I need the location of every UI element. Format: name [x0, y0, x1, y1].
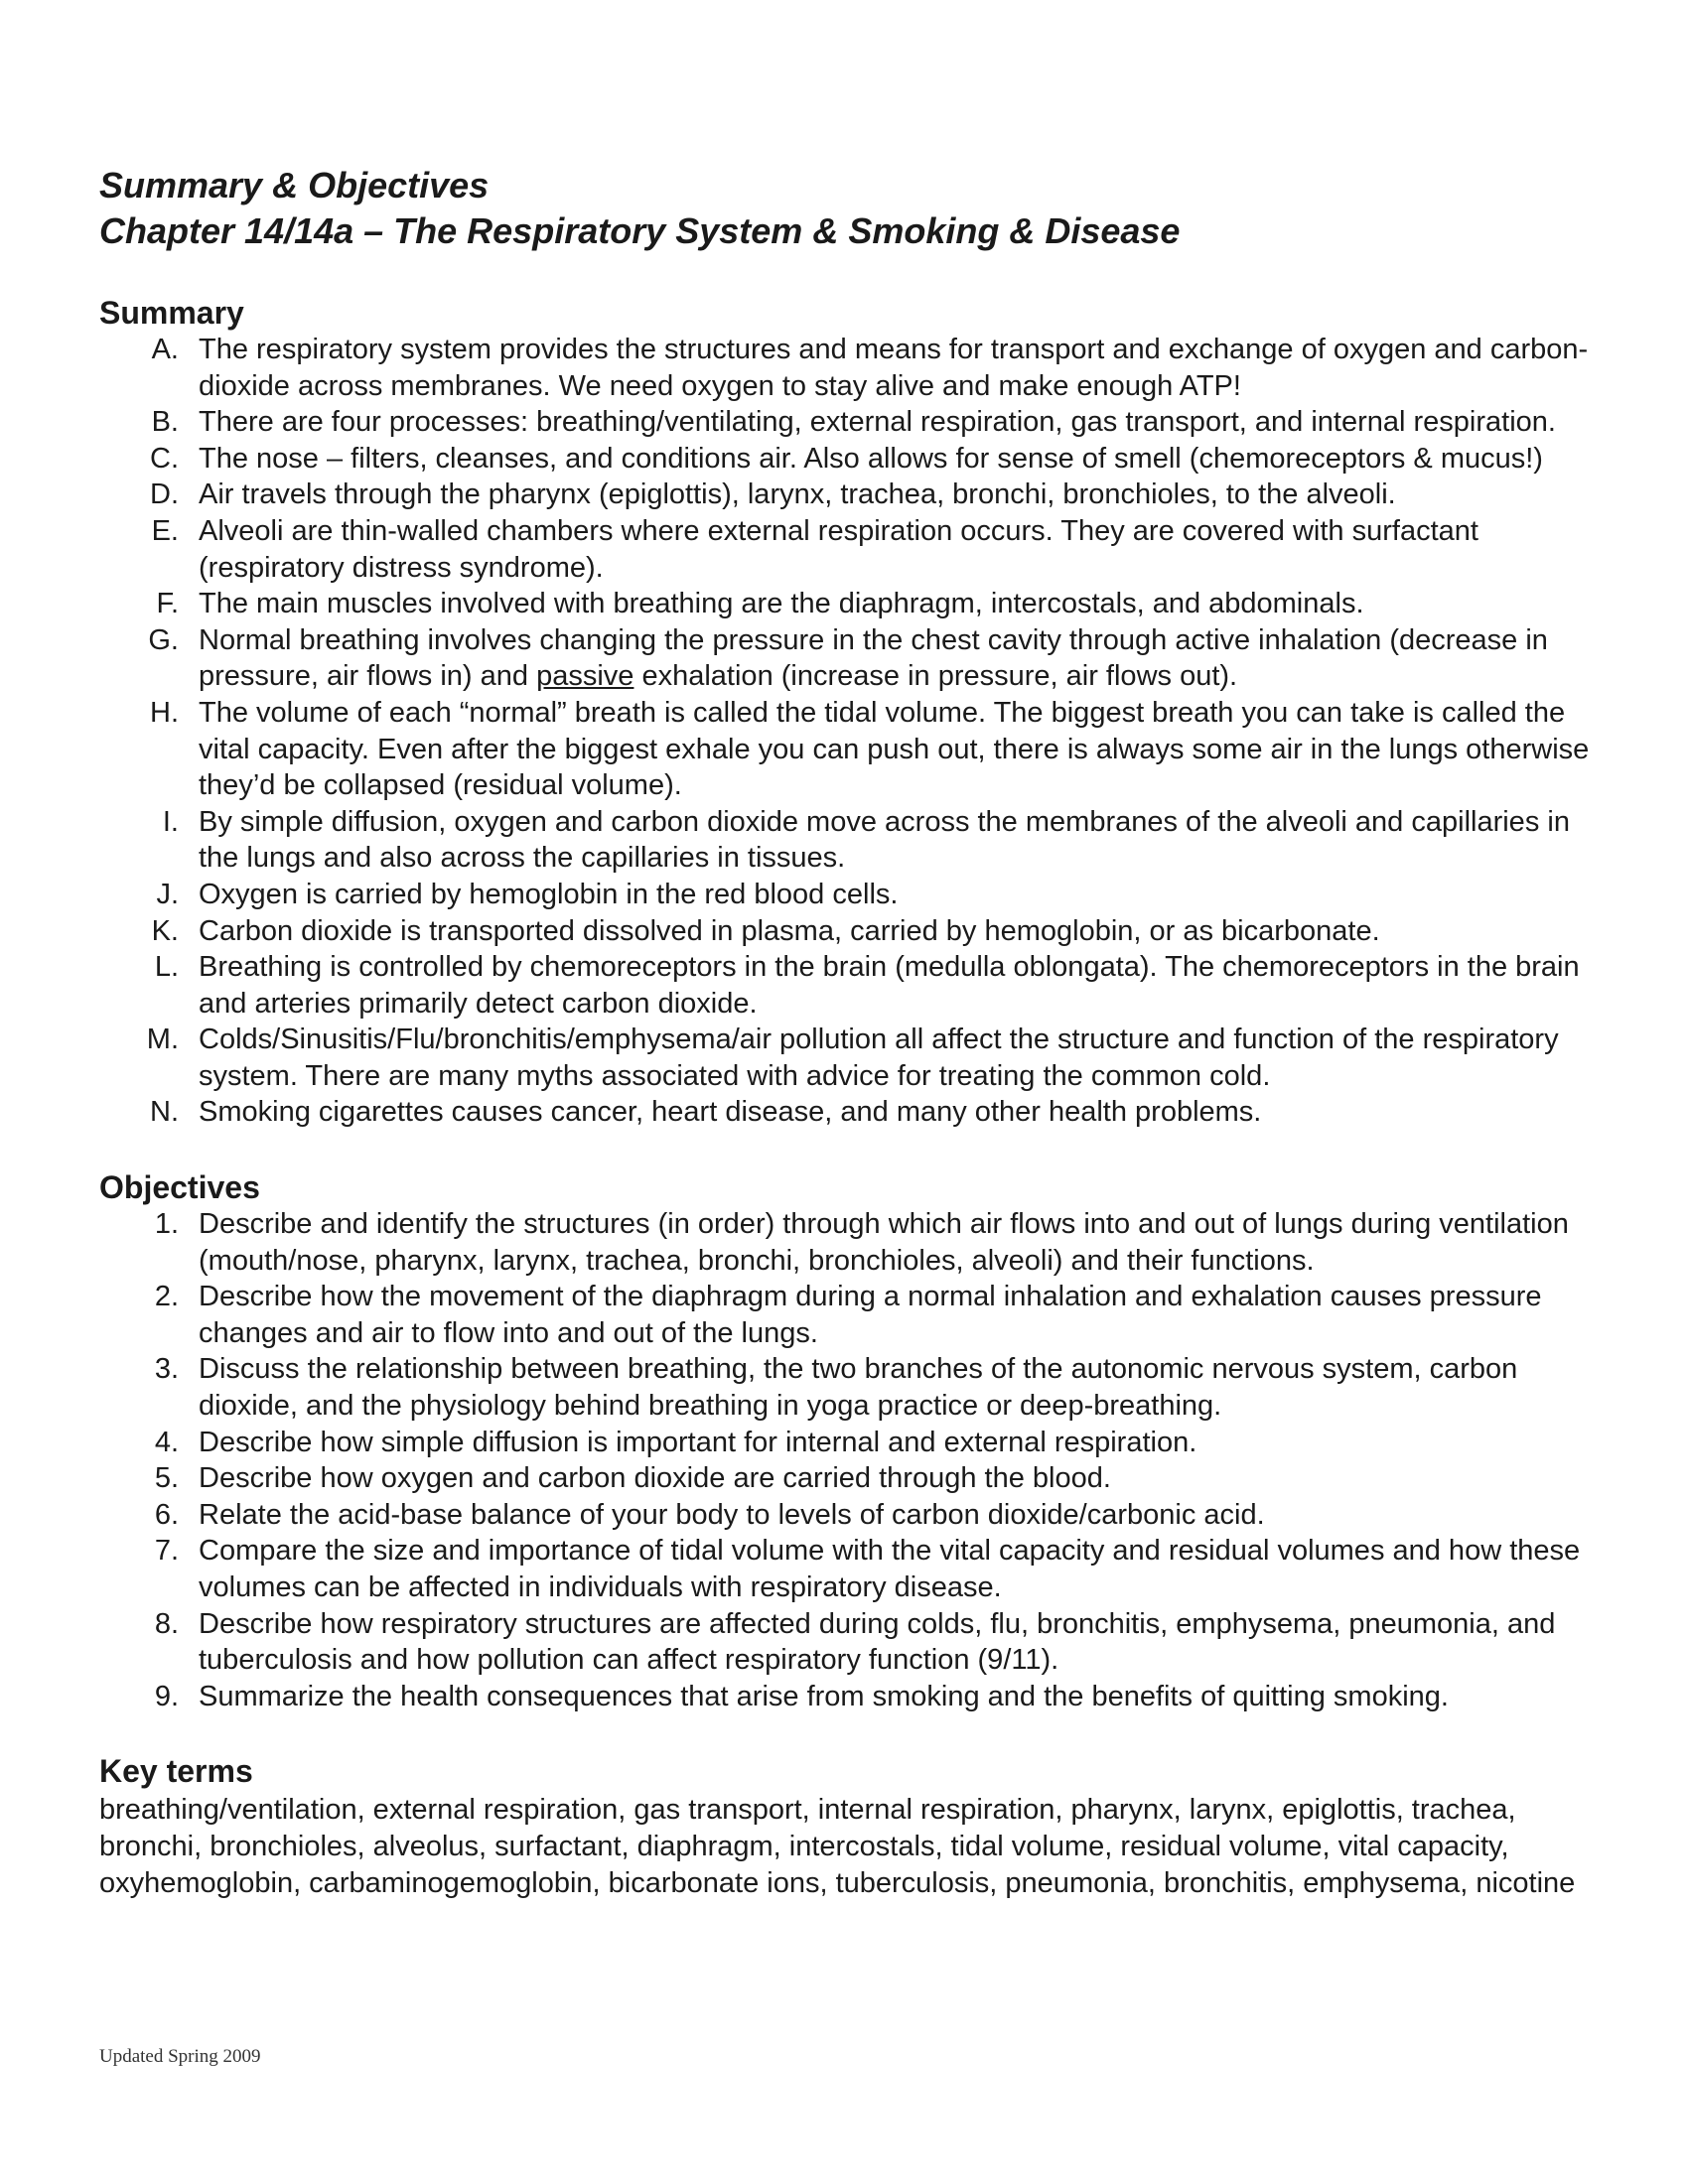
objective-text-4: Describe how simple diffusion is important for internal and external respiration.: [199, 1426, 1197, 1458]
objective-text-6: Relate the acid-base balance of your body to levels of carbon dioxide/carbonic acid.: [199, 1498, 1265, 1531]
summary-item-j: [99, 877, 1594, 913]
summary-marker-c: C.: [150, 442, 179, 475]
summary-text-g-after: exhalation (increase in pressure, air flows out).: [633, 660, 1238, 693]
objective-item-5: [99, 1460, 1594, 1497]
summary-item-c: [99, 441, 1594, 478]
summary-text-m: Colds/Sinusitis/Flu/bronchitis/emphysema/air pollution all affect the structure and function of the respiratory system. There are many myths associated with advice for treating the common cold.: [199, 1024, 1559, 1092]
summary-item-f: [99, 586, 1594, 622]
summary-item-l: [99, 949, 1594, 1022]
objective-marker-8: 8.: [154, 1607, 179, 1640]
objective-item-7: [99, 1533, 1594, 1605]
objective-marker-6: 6.: [154, 1498, 179, 1531]
summary-marker-j: J.: [156, 878, 179, 910]
objective-text-5: Describe how oxygen and carbon dioxide are carried through the blood.: [199, 1462, 1111, 1495]
objective-marker-3: 3.: [154, 1353, 179, 1386]
page-title-line-1: Summary & Objectives: [99, 165, 490, 205]
summary-text-c: The nose – filters, cleanses, and conditions air. Also allows for sense of smell (chemoreceptors & mucus!): [199, 442, 1543, 475]
summary-marker-i: I.: [162, 805, 179, 838]
summary-text-i: By simple diffusion, oxygen and carbon dioxide move across the membranes of the alveoli and capillaries in the lungs and also across the capillaries in tissues.: [199, 805, 1570, 875]
summary-marker-m: M.: [146, 1024, 179, 1056]
summary-text-b: There are four processes: breathing/ventilating, external respiration, gas transport, and internal respiration.: [199, 406, 1556, 439]
summary-item-b: [99, 404, 1594, 441]
summary-item-g: [99, 622, 1594, 695]
summary-marker-h: H.: [150, 696, 179, 729]
objective-item-2: [99, 1279, 1594, 1351]
summary-text-f: The main muscles involved with breathing are the diaphragm, intercostals, and abdominals.: [199, 588, 1364, 620]
summary-marker-n: N.: [150, 1096, 179, 1129]
summary-text-k: Carbon dioxide is transported dissolved in plasma, carried by hemoglobin, or as bicarbonate.: [199, 914, 1380, 947]
objective-marker-2: 2.: [154, 1281, 179, 1313]
summary-text-g-before: Normal breathing involves changing the pressure in the chest cavity through active inhalation (decrease in pressure, air flows in) and: [199, 623, 1548, 693]
summary-marker-a: A.: [151, 334, 179, 365]
summary-marker-b: B.: [151, 406, 179, 439]
objective-marker-7: 7.: [154, 1535, 179, 1568]
key-terms-heading: Key terms: [99, 1753, 253, 1790]
summary-marker-k: K.: [151, 914, 179, 947]
objective-marker-1: 1.: [154, 1208, 179, 1241]
summary-heading: Summary: [99, 295, 244, 331]
objective-text-3: Discuss the relationship between breathing, the two branches of the autonomic nervous system, carbon dioxide, and the physiology behind breathing in yoga practice or deep-breathing.: [199, 1353, 1518, 1423]
summary-marker-e: E.: [151, 514, 179, 547]
objective-text-7: Compare the size and importance of tidal volume with the vital capacity and residual volumes and how these volumes can be affected in individuals with respiratory disease.: [199, 1535, 1581, 1603]
objective-text-9: Summarize the health consequences that arise from smoking and the benefits of quitting smoking.: [199, 1680, 1449, 1712]
summary-text-g-underlined: passive: [536, 660, 634, 693]
summary-text-j: Oxygen is carried by hemoglobin in the red blood cells.: [199, 878, 899, 910]
summary-item-m: [99, 1022, 1594, 1094]
objective-item-1: [99, 1206, 1594, 1279]
objective-text-1: Describe and identify the structures (in order) through which air flows into and out of lungs during ventilation (mouth/nose, pharynx, larynx, trachea, bronchi, bronchioles, alveoli) and their functions.: [199, 1208, 1569, 1277]
summary-item-a: [99, 332, 1594, 404]
objectives-list: [99, 1206, 1589, 1714]
summary-text-n: Smoking cigarettes causes cancer, heart disease, and many other health problems.: [199, 1096, 1262, 1129]
page-title-line-2: Chapter 14/14a – The Respiratory System & Smoking & Disease: [99, 210, 1181, 251]
footer-updated-date: Updated Spring 2009: [99, 2046, 261, 2067]
summary-marker-f: F.: [156, 588, 179, 620]
summary-item-d: [99, 477, 1594, 513]
objective-item-4: [99, 1425, 1594, 1461]
objectives-heading: Objectives: [99, 1169, 260, 1206]
summary-text-l: Breathing is controlled by chemoreceptors in the brain (medulla oblongata). The chemoreceptors in the brain and arteries primarily detect carbon dioxide.: [199, 951, 1580, 1020]
objective-item-9: [99, 1679, 1594, 1715]
summary-text-a: The respiratory system provides the structures and means for transport and exchange of oxygen and carbon-dioxide across membranes. We need oxygen to stay alive and make enough ATP!: [199, 334, 1589, 402]
summary-item-e: [99, 513, 1594, 586]
summary-marker-g: G.: [148, 623, 179, 656]
objective-marker-9: 9.: [154, 1680, 179, 1712]
summary-item-k: [99, 913, 1594, 950]
summary-item-n: [99, 1094, 1594, 1131]
key-terms-text: breathing/ventilation, external respiration, gas transport, internal respiration, pharynx, larynx, epiglottis, trachea, bronchi, bronchioles, alveolus, surfactant, diaphragm, intercostals, tidal volume, residual volume, vital capacity, oxyhemoglobin, carbaminogemoglobin, bicarbonate ions, tuberculosis, pneumonia, bronchitis, emphysema, nicotine: [99, 1794, 1576, 1899]
objective-text-2: Describe how the movement of the diaphragm during a normal inhalation and exhalation causes pressure changes and air to flow into and out of the lungs.: [199, 1281, 1542, 1349]
objective-marker-4: 4.: [154, 1426, 179, 1458]
summary-item-h: [99, 695, 1594, 804]
summary-text-e: Alveoli are thin-walled chambers where external respiration occurs. They are covered with surfactant (respiratory distress syndrome).: [199, 514, 1478, 584]
objective-item-8: [99, 1606, 1594, 1679]
summary-marker-l: L.: [154, 951, 179, 984]
objective-marker-5: 5.: [154, 1462, 179, 1495]
summary-list: [99, 332, 1589, 1131]
objective-item-3: [99, 1351, 1594, 1424]
document-page: [99, 163, 1589, 1901]
objective-text-8: Describe how respiratory structures are affected during colds, flu, bronchitis, emphysema, pneumonia, and tuberculosis and how pollution can affect respiratory function (9/11).: [199, 1607, 1556, 1677]
summary-text-h: The volume of each “normal” breath is called the tidal volume. The biggest breath you can take is called the vital capacity. Even after the biggest exhale you can push out, there is always some air in the lungs otherwise they’d be collapsed (residual volume).: [199, 696, 1590, 802]
summary-marker-d: D.: [150, 478, 179, 511]
summary-item-i: [99, 804, 1594, 877]
summary-text-d: Air travels through the pharynx (epiglottis), larynx, trachea, bronchi, bronchioles, to the alveoli.: [199, 478, 1396, 511]
objective-item-6: [99, 1497, 1594, 1534]
